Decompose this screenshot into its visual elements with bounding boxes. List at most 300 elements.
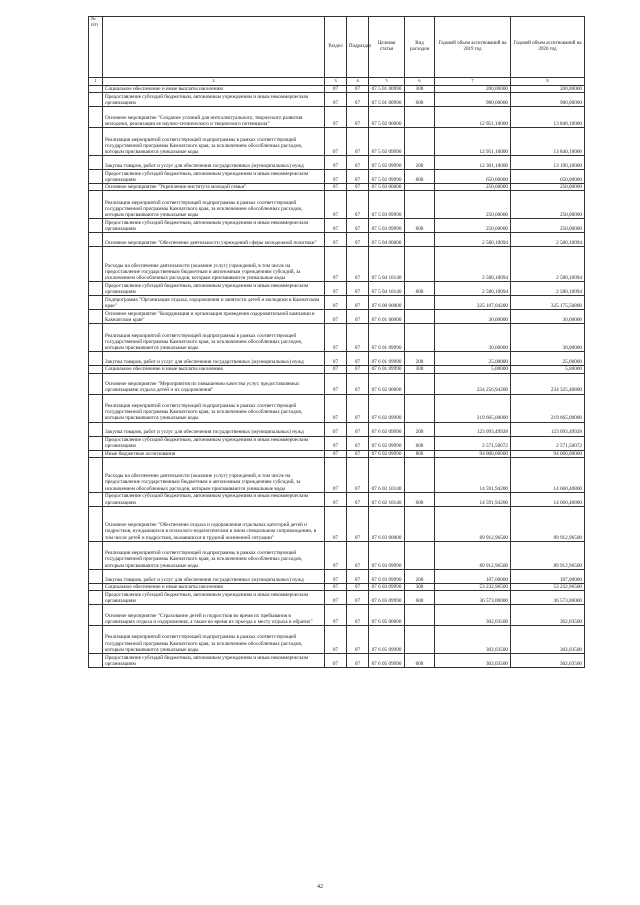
row-name-cell: Реализация мероприятий соответствующей подпрограммы в рамках соответствующей государственной программы Камчатского края, за исключением обособленных расходов, которым присваиваются уникальные коды xyxy=(103,324,325,352)
table-row xyxy=(89,605,585,626)
row-target-cell: 07 5 03 00000 xyxy=(369,184,405,191)
row-target-cell: 07 6 03 09990 xyxy=(369,591,405,605)
row-subsection-cell: 07 xyxy=(347,191,369,219)
row-section-cell: 07 xyxy=(325,184,347,191)
table-row xyxy=(89,324,585,352)
colnum: 2 xyxy=(103,78,325,86)
row-section-cell: 07 xyxy=(325,654,347,668)
column-number-row xyxy=(89,78,585,86)
row-expense-type-cell: 600 xyxy=(405,93,435,107)
row-volume-2020-cell: 25,00000 xyxy=(511,352,585,366)
row-expense-type-cell xyxy=(405,541,435,569)
row-expense-type-cell: 600 xyxy=(405,282,435,296)
row-section-cell: 07 xyxy=(325,219,347,233)
row-volume-2019-cell: 12 951,10000 xyxy=(435,128,511,156)
row-expense-type-cell xyxy=(405,247,435,282)
row-target-cell: 07 6 02 00000 xyxy=(369,373,405,394)
row-volume-2019-cell: 234 256,94200 xyxy=(435,373,511,394)
row-expense-type-cell xyxy=(405,394,435,422)
row-target-cell: 07 6 05 09990 xyxy=(369,626,405,654)
row-name-cell: Закупка товаров, работ и услуг для обеспечения государственных (муниципальных) нужд xyxy=(103,156,325,170)
row-volume-2019-cell: 219 665,00000 xyxy=(435,394,511,422)
row-subsection-cell: 07 xyxy=(347,569,369,583)
row-expense-type-cell xyxy=(405,626,435,654)
row-number-cell xyxy=(89,373,103,394)
row-number-cell xyxy=(89,219,103,233)
table-row xyxy=(89,591,585,605)
table-row xyxy=(89,282,585,296)
row-section-cell: 07 xyxy=(325,233,347,247)
row-subsection-cell: 07 xyxy=(347,219,369,233)
row-volume-2019-cell: 250,00000 xyxy=(435,184,511,191)
row-section-cell: 07 xyxy=(325,324,347,352)
table-row xyxy=(89,457,585,492)
row-volume-2020-cell: 5,00000 xyxy=(511,366,585,373)
table-row xyxy=(89,422,585,436)
header-target-article: Целевая статья xyxy=(369,17,405,78)
colnum: 5 xyxy=(369,78,405,86)
row-expense-type-cell: 600 xyxy=(405,591,435,605)
row-subsection-cell: 07 xyxy=(347,492,369,506)
row-subsection-cell: 07 xyxy=(347,128,369,156)
row-target-cell: 07 6 02 09990 xyxy=(369,436,405,450)
row-name-cell: Предоставление субсидий бюджетным, автономным учреждениям и иным некоммерческим организациям xyxy=(103,93,325,107)
row-target-cell: 07 6 02 10140 xyxy=(369,492,405,506)
row-target-cell: 07 6 03 00000 xyxy=(369,506,405,541)
row-name-cell: Основное мероприятие "Укрепление института молодой семьи" xyxy=(103,184,325,191)
row-subsection-cell: 07 xyxy=(347,506,369,541)
table-row xyxy=(89,170,585,184)
row-expense-type-cell xyxy=(405,296,435,310)
row-name-cell: Предоставление субсидий бюджетным, автономным учреждениям и иным некоммерческим организациям xyxy=(103,282,325,296)
row-volume-2020-cell: 302,03500 xyxy=(511,605,585,626)
row-volume-2020-cell: 302,03500 xyxy=(511,654,585,668)
row-number-cell xyxy=(89,583,103,590)
colnum: 6 xyxy=(405,78,435,86)
row-expense-type-cell xyxy=(405,506,435,541)
row-subsection-cell: 07 xyxy=(347,184,369,191)
row-volume-2019-cell: 94 000,00000 xyxy=(435,450,511,457)
row-name-cell: Реализация мероприятий соответствующей подпрограммы в рамках соответствующей государственной программы Камчатского края, за исключением обособленных расходов, которым присваиваются уникальные коды xyxy=(103,128,325,156)
row-number-cell xyxy=(89,450,103,457)
row-name-cell: Реализация мероприятий соответствующей подпрограммы в рамках соответствующей государственной программы Камчатского края, за исключением обособленных расходов, которым присваиваются уникальные коды xyxy=(103,626,325,654)
row-section-cell: 07 xyxy=(325,450,347,457)
row-target-cell: 07 6 02 09990 xyxy=(369,450,405,457)
row-volume-2020-cell: 94 000,00000 xyxy=(511,450,585,457)
row-name-cell: Иные бюджетные ассигнования xyxy=(103,450,325,457)
row-name-cell: Подпрограмма "Организация отдыха, оздоровления и занятости детей и молодежи в Камчатском крае" xyxy=(103,296,325,310)
row-name-cell: Социальное обеспечение и иные выплаты населению xyxy=(103,366,325,373)
table-row xyxy=(89,156,585,170)
row-section-cell: 07 xyxy=(325,436,347,450)
row-name-cell: Основное мероприятие "Страхование детей и подростков во время их пребывания в организациях отдыха и оздоровления, а также во время их проезда к месту отдыха и обратно" xyxy=(103,605,325,626)
table-row xyxy=(89,86,585,93)
table-row xyxy=(89,583,585,590)
row-section-cell: 07 xyxy=(325,626,347,654)
row-volume-2019-cell: 12 951,10000 xyxy=(435,107,511,128)
table-row xyxy=(89,492,585,506)
row-subsection-cell: 07 xyxy=(347,86,369,93)
row-subsection-cell: 07 xyxy=(347,583,369,590)
row-section-cell: 07 xyxy=(325,583,347,590)
row-volume-2019-cell: 14 591,94200 xyxy=(435,457,511,492)
colnum: 3 xyxy=(325,78,347,86)
row-volume-2019-cell: 30,00000 xyxy=(435,310,511,324)
row-target-cell: 07 6 02 09990 xyxy=(369,422,405,436)
row-section-cell: 07 xyxy=(325,128,347,156)
table-row xyxy=(89,450,585,457)
row-number-cell xyxy=(89,436,103,450)
table-row xyxy=(89,506,585,541)
row-name-cell: Социальное обеспечение и иные выплаты населению xyxy=(103,86,325,93)
row-subsection-cell: 07 xyxy=(347,156,369,170)
row-target-cell: 07 6 05 00000 xyxy=(369,605,405,626)
row-section-cell: 07 xyxy=(325,591,347,605)
colnum: 4 xyxy=(347,78,369,86)
row-expense-type-cell xyxy=(405,324,435,352)
row-number-cell xyxy=(89,296,103,310)
table-row xyxy=(89,352,585,366)
row-number-cell xyxy=(89,394,103,422)
table-row xyxy=(89,654,585,668)
row-volume-2020-cell: 30,00000 xyxy=(511,310,585,324)
row-number-cell xyxy=(89,107,103,128)
row-number-cell xyxy=(89,93,103,107)
row-name-cell: Предоставление субсидий бюджетным, автономным учреждениям и иным некоммерческим организациям xyxy=(103,219,325,233)
row-section-cell: 07 xyxy=(325,282,347,296)
row-volume-2020-cell: 13 840,10000 xyxy=(511,107,585,128)
row-target-cell: 07 5 03 09990 xyxy=(369,191,405,219)
row-volume-2020-cell: 325 175,50800 xyxy=(511,296,585,310)
row-volume-2019-cell: 25,00000 xyxy=(435,352,511,366)
header-subsection: Подраздел xyxy=(347,17,369,78)
row-volume-2020-cell: 123 093,49928 xyxy=(511,422,585,436)
row-number-cell xyxy=(89,492,103,506)
row-number-cell xyxy=(89,324,103,352)
row-section-cell: 07 xyxy=(325,394,347,422)
row-target-cell: 07 6 01 09990 xyxy=(369,352,405,366)
row-subsection-cell: 07 xyxy=(347,422,369,436)
row-subsection-cell: 07 xyxy=(347,457,369,492)
row-volume-2020-cell: 53 232,96500 xyxy=(511,583,585,590)
row-number-cell xyxy=(89,86,103,93)
row-expense-type-cell: 600 xyxy=(405,492,435,506)
row-section-cell: 07 xyxy=(325,569,347,583)
row-number-cell xyxy=(89,541,103,569)
table-row xyxy=(89,191,585,219)
page-number: 42 xyxy=(317,884,323,890)
row-expense-type-cell xyxy=(405,310,435,324)
row-expense-type-cell xyxy=(405,457,435,492)
table-row xyxy=(89,219,585,233)
row-name-cell: Закупка товаров, работ и услуг для обеспечения государственных (муниципальных) нужд xyxy=(103,569,325,583)
table-row xyxy=(89,569,585,583)
row-volume-2019-cell: 89 912,96500 xyxy=(435,541,511,569)
row-subsection-cell: 07 xyxy=(347,626,369,654)
row-target-cell: 07 5 04 00000 xyxy=(369,233,405,247)
row-subsection-cell: 07 xyxy=(347,324,369,352)
row-volume-2020-cell: 2 571,50072 xyxy=(511,436,585,450)
table-row xyxy=(89,93,585,107)
row-target-cell: 07 5 02 00000 xyxy=(369,107,405,128)
row-name-cell: Основное мероприятие "Создание условий для интеллектуального, творческого развития молодежи, реализации ее научно-технического и творческого потенциала" xyxy=(103,107,325,128)
row-section-cell: 07 xyxy=(325,422,347,436)
row-volume-2019-cell: 302,03500 xyxy=(435,654,511,668)
row-number-cell xyxy=(89,422,103,436)
row-section-cell: 07 xyxy=(325,247,347,282)
row-target-cell: 07 5 04 10140 xyxy=(369,247,405,282)
row-target-cell: 07 5 02 09990 xyxy=(369,170,405,184)
table-row xyxy=(89,394,585,422)
row-volume-2020-cell: 14 660,40800 xyxy=(511,457,585,492)
row-target-cell: 07 5 02 09990 xyxy=(369,128,405,156)
row-subsection-cell: 07 xyxy=(347,282,369,296)
row-subsection-cell: 07 xyxy=(347,605,369,626)
row-volume-2020-cell: 30,00000 xyxy=(511,324,585,352)
row-section-cell: 07 xyxy=(325,107,347,128)
row-section-cell: 07 xyxy=(325,492,347,506)
row-subsection-cell: 07 xyxy=(347,352,369,366)
budget-table xyxy=(88,16,585,668)
row-target-cell: 07 6 03 09990 xyxy=(369,583,405,590)
row-number-cell xyxy=(89,605,103,626)
row-volume-2020-cell: 13 190,10000 xyxy=(511,156,585,170)
row-subsection-cell: 07 xyxy=(347,541,369,569)
table-row xyxy=(89,184,585,191)
row-expense-type-cell: 300 xyxy=(405,86,435,93)
row-volume-2019-cell: 53 232,96500 xyxy=(435,583,511,590)
row-subsection-cell: 07 xyxy=(347,233,369,247)
row-number-cell xyxy=(89,191,103,219)
header-number: № п/п xyxy=(89,17,103,78)
row-volume-2020-cell: 14 660,40800 xyxy=(511,492,585,506)
row-number-cell xyxy=(89,170,103,184)
row-volume-2019-cell: 30,00000 xyxy=(435,324,511,352)
row-name-cell: Основное мероприятие "Мероприятия по повышению качества услуг, предоставляемых организациями отдыха детей и их оздоровления" xyxy=(103,373,325,394)
row-target-cell: 07 6 01 00000 xyxy=(369,310,405,324)
table-row xyxy=(89,296,585,310)
row-volume-2020-cell: 250,00000 xyxy=(511,191,585,219)
row-number-cell xyxy=(89,282,103,296)
header-volume-2019: Годовой объем ассигнований на 2019 год xyxy=(435,17,511,78)
row-expense-type-cell xyxy=(405,373,435,394)
row-volume-2019-cell: 12 301,10000 xyxy=(435,156,511,170)
row-volume-2020-cell: 250,00000 xyxy=(511,184,585,191)
row-name-cell: Реализация мероприятий соответствующей подпрограммы в рамках соответствующей государственной программы Камчатского края, за исключением обособленных расходов, которым присваиваются уникальные коды xyxy=(103,191,325,219)
document-page xyxy=(88,16,584,668)
row-target-cell: 07 6 00 00000 xyxy=(369,296,405,310)
row-number-cell xyxy=(89,233,103,247)
row-volume-2020-cell: 302,03500 xyxy=(511,626,585,654)
table-header-row xyxy=(89,17,585,78)
row-volume-2019-cell: 107,00000 xyxy=(435,569,511,583)
row-volume-2019-cell: 123 093,49928 xyxy=(435,422,511,436)
row-name-cell: Реализация мероприятий соответствующей подпрограммы в рамках соответствующей государственной программы Камчатского края, за исключением обособленных расходов, которым присваиваются уникальные коды xyxy=(103,394,325,422)
row-number-cell xyxy=(89,352,103,366)
row-target-cell: 07 6 03 09990 xyxy=(369,569,405,583)
row-volume-2020-cell: 2 580,10094 xyxy=(511,282,585,296)
table-row xyxy=(89,310,585,324)
row-volume-2019-cell: 14 591,94200 xyxy=(435,492,511,506)
row-volume-2019-cell: 89 912,96500 xyxy=(435,506,511,541)
row-section-cell: 07 xyxy=(325,93,347,107)
table-row xyxy=(89,436,585,450)
row-name-cell: Расходы на обеспечение деятельности (оказание услуг) учреждений, в том числе на предоставление государственным бюджетным и автономным учреждениям субсидий, за исключением обособленных расходов, которым присваиваются уникальные коды xyxy=(103,247,325,282)
table-row xyxy=(89,373,585,394)
row-target-cell: 07 6 02 09990 xyxy=(369,394,405,422)
row-volume-2019-cell: 2 580,10094 xyxy=(435,282,511,296)
row-volume-2019-cell: 5,00000 xyxy=(435,366,511,373)
row-subsection-cell: 07 xyxy=(347,107,369,128)
header-section: Раздел xyxy=(325,17,347,78)
row-expense-type-cell: 200 xyxy=(405,352,435,366)
row-expense-type-cell xyxy=(405,107,435,128)
row-target-cell: 07 6 01 09990 xyxy=(369,324,405,352)
row-volume-2019-cell: 36 573,00000 xyxy=(435,591,511,605)
row-number-cell xyxy=(89,626,103,654)
row-subsection-cell: 07 xyxy=(347,247,369,282)
row-subsection-cell: 07 xyxy=(347,366,369,373)
row-subsection-cell: 07 xyxy=(347,654,369,668)
row-expense-type-cell xyxy=(405,184,435,191)
row-volume-2020-cell: 250,00000 xyxy=(511,219,585,233)
colnum: 7 xyxy=(435,78,511,86)
row-name-cell: Основное мероприятие "Обеспечение отдыха и оздоровления отдельных категорий детей и подростков, нуждающихся в психолого-педагогическом и ином специальном сопровождении, в том числе детей и подростков, оказавшихся в трудной жизненной ситуации" xyxy=(103,506,325,541)
row-target-cell: 07 5 04 10140 xyxy=(369,282,405,296)
row-expense-type-cell: 300 xyxy=(405,366,435,373)
row-subsection-cell: 07 xyxy=(347,170,369,184)
row-number-cell xyxy=(89,506,103,541)
row-volume-2019-cell: 200,00000 xyxy=(435,86,511,93)
row-subsection-cell: 07 xyxy=(347,436,369,450)
row-expense-type-cell xyxy=(405,128,435,156)
table-row xyxy=(89,366,585,373)
header-name xyxy=(103,17,325,78)
row-target-cell: 07 6 05 09990 xyxy=(369,654,405,668)
row-volume-2020-cell: 107,00000 xyxy=(511,569,585,583)
table-row xyxy=(89,626,585,654)
row-expense-type-cell: 300 xyxy=(405,583,435,590)
row-number-cell xyxy=(89,457,103,492)
row-number-cell xyxy=(89,366,103,373)
row-target-cell: 07 5 02 09990 xyxy=(369,156,405,170)
colnum: 8 xyxy=(511,78,585,86)
row-name-cell: Основное мероприятие "Обеспечение деятельности учреждений сферы молодежной политики" xyxy=(103,233,325,247)
row-target-cell: 07 5 03 09990 xyxy=(369,219,405,233)
row-name-cell: Закупка товаров, работ и услуг для обеспечения государственных (муниципальных) нужд xyxy=(103,422,325,436)
row-section-cell: 07 xyxy=(325,352,347,366)
row-volume-2020-cell: 89 912,96500 xyxy=(511,506,585,541)
row-expense-type-cell: 800 xyxy=(405,450,435,457)
row-expense-type-cell xyxy=(405,233,435,247)
row-expense-type-cell: 200 xyxy=(405,422,435,436)
row-subsection-cell: 07 xyxy=(347,394,369,422)
row-volume-2019-cell: 650,00000 xyxy=(435,170,511,184)
row-section-cell: 07 xyxy=(325,170,347,184)
row-expense-type-cell: 200 xyxy=(405,156,435,170)
row-section-cell: 07 xyxy=(325,605,347,626)
row-name-cell: Предоставление субсидий бюджетным, автономным учреждениям и иным некоммерческим организациям xyxy=(103,492,325,506)
row-volume-2020-cell: 13 840,10000 xyxy=(511,128,585,156)
row-name-cell: Реализация мероприятий соответствующей подпрограммы в рамках соответствующей государственной программы Камчатского края, за исключением обособленных расходов, которым присваиваются уникальные коды xyxy=(103,541,325,569)
table-row xyxy=(89,247,585,282)
row-name-cell: Основное мероприятие "Координация и организация проведения оздоровительной кампании в Камчатском крае" xyxy=(103,310,325,324)
row-volume-2020-cell: 2 580,10094 xyxy=(511,247,585,282)
row-subsection-cell: 07 xyxy=(347,93,369,107)
row-volume-2020-cell: 2 580,10094 xyxy=(511,233,585,247)
row-target-cell: 07 5 01 00990 xyxy=(369,93,405,107)
row-section-cell: 07 xyxy=(325,541,347,569)
table-row xyxy=(89,233,585,247)
row-number-cell xyxy=(89,310,103,324)
row-name-cell: Закупка товаров, работ и услуг для обеспечения государственных (муниципальных) нужд xyxy=(103,352,325,366)
row-volume-2019-cell: 980,00000 xyxy=(435,93,511,107)
row-name-cell: Предоставление субсидий бюджетным, автономным учреждениям и иным некоммерческим организациям xyxy=(103,591,325,605)
row-volume-2019-cell: 250,00000 xyxy=(435,191,511,219)
row-volume-2019-cell: 2 580,10094 xyxy=(435,247,511,282)
row-name-cell: Предоставление субсидий бюджетным, автономным учреждениям и иным некоммерческим организациям xyxy=(103,654,325,668)
row-expense-type-cell: 600 xyxy=(405,219,435,233)
row-expense-type-cell: 600 xyxy=(405,170,435,184)
row-expense-type-cell xyxy=(405,191,435,219)
row-volume-2020-cell: 36 573,00000 xyxy=(511,591,585,605)
row-name-cell: Предоставление субсидий бюджетным, автономным учреждениям и иным некоммерческим организациям xyxy=(103,436,325,450)
row-volume-2020-cell: 219 665,00000 xyxy=(511,394,585,422)
table-row xyxy=(89,128,585,156)
row-section-cell: 07 xyxy=(325,373,347,394)
row-subsection-cell: 07 xyxy=(347,310,369,324)
row-target-cell: 07 6 01 09990 xyxy=(369,366,405,373)
row-number-cell xyxy=(89,569,103,583)
row-section-cell: 07 xyxy=(325,457,347,492)
row-section-cell: 07 xyxy=(325,86,347,93)
row-volume-2020-cell: 89 912,96500 xyxy=(511,541,585,569)
row-subsection-cell: 07 xyxy=(347,373,369,394)
row-volume-2020-cell: 650,00000 xyxy=(511,170,585,184)
header-expense-type: Вид расходов xyxy=(405,17,435,78)
row-volume-2019-cell: 325 107,04200 xyxy=(435,296,511,310)
row-number-cell xyxy=(89,654,103,668)
row-volume-2019-cell: 302,03500 xyxy=(435,605,511,626)
table-row xyxy=(89,107,585,128)
row-volume-2019-cell: 2 580,10094 xyxy=(435,233,511,247)
row-volume-2020-cell: 234 325,40800 xyxy=(511,373,585,394)
row-number-cell xyxy=(89,184,103,191)
row-volume-2019-cell: 250,00000 xyxy=(435,219,511,233)
row-number-cell xyxy=(89,247,103,282)
row-target-cell: 07 6 02 10140 xyxy=(369,457,405,492)
row-target-cell: 07 5 01 00990 xyxy=(369,86,405,93)
row-number-cell xyxy=(89,156,103,170)
row-expense-type-cell: 200 xyxy=(405,569,435,583)
row-volume-2020-cell: 200,00000 xyxy=(511,86,585,93)
row-name-cell: Социальное обеспечение и иные выплаты населению xyxy=(103,583,325,590)
row-volume-2020-cell: 980,00000 xyxy=(511,93,585,107)
row-subsection-cell: 07 xyxy=(347,591,369,605)
row-expense-type-cell xyxy=(405,605,435,626)
row-subsection-cell: 07 xyxy=(347,296,369,310)
row-volume-2019-cell: 2 571,50072 xyxy=(435,436,511,450)
row-target-cell: 07 6 03 09990 xyxy=(369,541,405,569)
row-section-cell: 07 xyxy=(325,296,347,310)
row-number-cell xyxy=(89,128,103,156)
row-section-cell: 07 xyxy=(325,191,347,219)
table-row xyxy=(89,541,585,569)
row-expense-type-cell: 600 xyxy=(405,654,435,668)
row-name-cell: Расходы на обеспечение деятельности (оказание услуг) учреждений, в том числе на предоставление государственным бюджетным и автономным учреждениям субсидий, за исключением обособленных расходов, которым присваиваются уникальные коды xyxy=(103,457,325,492)
row-subsection-cell: 07 xyxy=(347,450,369,457)
header-volume-2020: Годовой объем ассигнований на 2020 год xyxy=(511,17,585,78)
